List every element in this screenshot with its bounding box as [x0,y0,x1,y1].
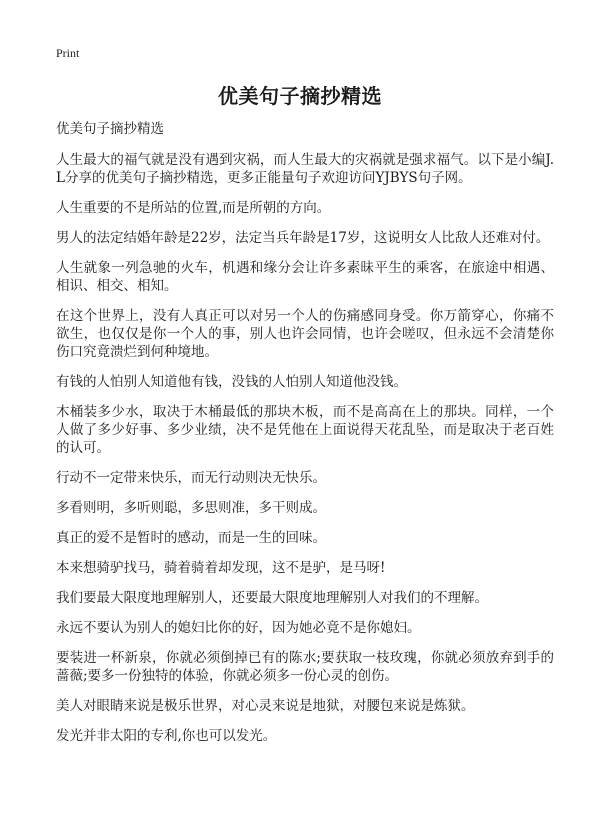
paragraph: 行动不一定带来快乐，而无行动则决无快乐。 [56,470,326,486]
paragraph: 男人的法定结婚年龄是22岁，法定当兵年龄是17岁，这说明女人比敌人还难对付。 [56,230,550,246]
paragraph: 在这个世界上，没有人真正可以对另一个人的伤痛感同身受。你万箭穿心，你痛不欲生，也仅仅是你一个人的事，别人也许会同情，也许会嗟叹，但永远不会清楚你伤口究竟溃烂到何种境地。 [56,308,554,360]
paragraph: 本来想骑驴找马，骑着骑着却发现，这不是驴，是马呀! [56,560,386,576]
paragraph: 有钱的人怕别人知道他有钱，没钱的人怕别人知道他没钱。 [56,374,407,390]
paragraph: 我们要最大限度地理解别人，还要最大限度地理解别人对我们的不理解。 [56,590,488,606]
document-subtitle: 优美句子摘抄精选 [56,121,164,137]
paragraph: 永远不要认为别人的媳妇比你的好，因为她必竟不是你媳妇。 [56,620,421,636]
paragraph: 要装进一杯新泉，你就必须倒掉已有的陈水;要获取一枝玫瑰，你就必须放弃到手的蔷薇;要多一份独特的体验，你就必须多一份心灵的创伤。 [56,650,554,684]
paragraph: 人生就象一列急驰的火车，机遇和缘分会让许多素昧平生的乘客，在旅途中相遇、相识、相交、相知。 [56,260,554,294]
page-title: 优美句子摘抄精选 [218,84,382,108]
document-body [56,120,554,757]
paragraph: 真正的爱不是暂时的感动，而是一生的回味。 [56,530,326,546]
paragraph: 人生重要的不是所站的位置,而是所朝的方向。 [56,200,331,216]
paragraph: 木桶装多少水，取决于木桶最低的那块木板，而不是高高在上的那块。同样，一个人做了多少好事、多少业绩，决不是凭他在上面说得天花乱坠，而是取决于老百姓的认可。 [56,404,554,456]
paragraph: 美人对眼睛来说是极乐世界，对心灵来说是地狱，对腰包来说是炼狱。 [56,698,475,714]
print-link[interactable]: Print [56,46,80,60]
paragraph: 发光并非太阳的专利,你也可以发光。 [56,728,277,744]
paragraph: 多看则明，多听则聪，多思则准，多干则成。 [56,500,326,516]
paragraph: 人生最大的福气就是没有遇到灾祸，而人生最大的灾祸就是强求福气。以下是小编J.L分享的优美句子摘抄精选，更多正能量句子欢迎访问YJBYS句子网。 [56,152,554,186]
